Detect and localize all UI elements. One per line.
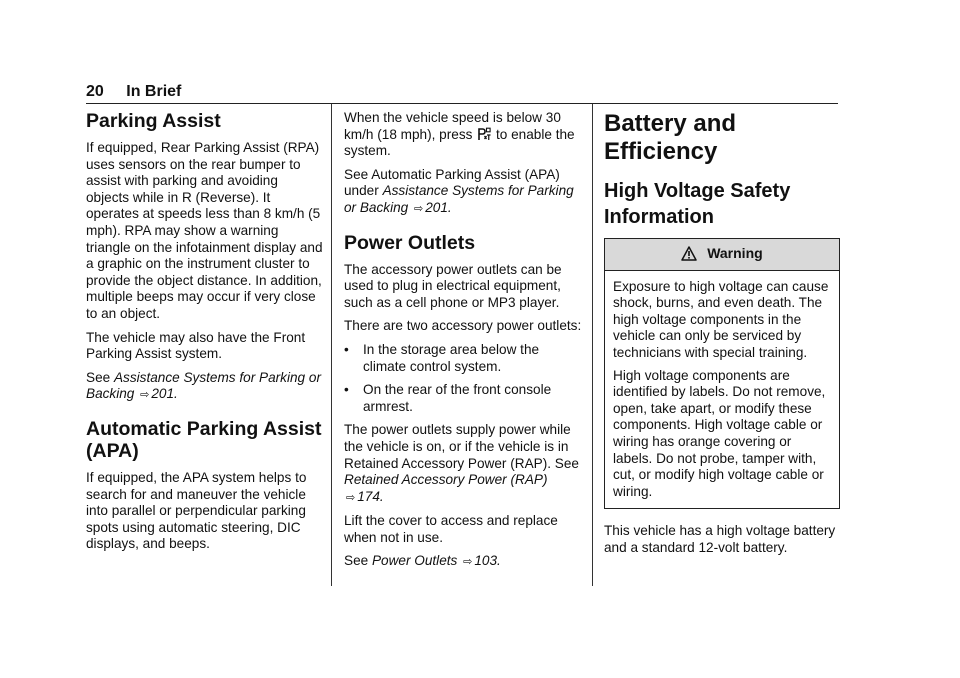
page-header — [86, 83, 181, 101]
power-outlets-paragraph-4: Lift the cover to access and replace when not in use. — [344, 513, 558, 545]
heading-parking-assist: Parking Assist — [86, 110, 221, 132]
list-item-text: In the storage area below the climate control system. — [363, 341, 540, 374]
page-ref-arrow-icon: ⇨ — [346, 491, 356, 504]
see-prefix: See — [344, 553, 369, 569]
column-3 — [604, 104, 840, 564]
page-ref-arrow-icon: ⇨ — [140, 389, 150, 402]
page-reference[interactable]: 201. — [425, 199, 452, 215]
power-outlets-list — [344, 342, 582, 415]
section-title: In Brief — [126, 83, 182, 100]
see-prefix: See — [86, 369, 111, 385]
page-number: 20 — [86, 83, 104, 100]
parking-assist-paragraph-1: If equipped, Rear Parking Assist (RPA) uses sensors on the rear bumper to assist with parking and avoiding objects while in R (Reverse). It operates at speeds less than 8 km/h (5 mph). RPA may show a warning triangle on the infotainment display and a graphic on the instrument cluster to provide the object distance. In addition, multiple beeps may occur if very close to an object. — [86, 140, 323, 321]
column-divider-2 — [592, 104, 593, 586]
warning-box — [604, 238, 840, 509]
page-reference[interactable]: 103. — [474, 553, 501, 569]
apa-paragraph-1: If equipped, the APA system helps to search for and maneuver the vehicle into parallel or perpendicular parking spots using automatic steering, DIC displays, and beeps. — [86, 469, 307, 552]
warning-triangle-icon — [681, 246, 697, 261]
heading-automatic-parking-assist: Automatic Parking Assist (APA) — [86, 417, 322, 462]
page-reference[interactable]: 174. — [357, 488, 384, 504]
column-2 — [344, 104, 582, 578]
warning-paragraph-2: High voltage components are identified by labels. Do not remove, open, take apart, or modify these components. High voltage cable or wiring has orange covering or labels. Do not probe, tamper with, cut, or modify high voltage cable or wiring. — [613, 367, 826, 499]
apa-speed-paragraph — [344, 110, 582, 160]
power-outlets-paragraph-3 — [344, 422, 582, 506]
parking-assist-paragraph-2: The vehicle may also have the Front Parking Assist system. — [86, 329, 306, 362]
battery-paragraph: This vehicle has a high voltage battery and a standard 12-volt battery. — [604, 523, 836, 555]
page-reference[interactable]: 201. — [151, 386, 178, 402]
heading-power-outlets: Power Outlets — [344, 231, 476, 254]
power-outlets-paragraph-1: The accessory power outlets can be used to plug in electrical equipment, such as a cell phone or MP3 player. — [344, 261, 562, 310]
warning-header — [605, 239, 839, 271]
cross-reference-link[interactable]: Assistance Systems for Parking or Backing — [344, 183, 574, 215]
list-item — [344, 382, 582, 415]
power-outlets-paragraph-2: There are two accessory power outlets: — [344, 318, 582, 334]
column-1 — [86, 104, 324, 560]
cross-reference-link[interactable]: Assistance Systems for Parking or Backing — [86, 369, 321, 402]
list-item-text: On the rear of the front console armrest. — [363, 382, 552, 414]
power-outlets-see-reference — [344, 553, 582, 571]
column-divider-1 — [331, 104, 332, 586]
list-item — [344, 342, 582, 375]
apa-see-reference — [344, 167, 582, 218]
heading-high-voltage-safety: High Voltage Safety Information — [604, 180, 791, 228]
parking-assist-see-reference — [86, 370, 324, 404]
apa-speed-text: When the vehicle speed is below 30 km/h (18 mph), press — [344, 110, 561, 142]
cross-reference-link[interactable]: Retained Accessory Power (RAP) — [344, 472, 548, 488]
warning-title: Warning — [707, 245, 763, 261]
see-prefix: See Automatic Parking Assist (APA) under — [344, 166, 560, 199]
cross-reference-link[interactable]: Power Outlets — [371, 553, 458, 569]
power-supply-text: The power outlets supply power while the vehicle is on, or if the vehicle is in Retained Accessory Power (RAP). See — [344, 422, 579, 471]
bullet: • — [344, 382, 349, 398]
apa-enable-text: to enable the system. — [344, 126, 575, 159]
bullet: • — [344, 341, 349, 357]
page-ref-arrow-icon: ⇨ — [414, 202, 424, 215]
warning-paragraph-1: Exposure to high voltage can cause shock, burns, and even death. The high voltage components in the vehicle can only be serviced by technicians with special training. — [613, 278, 829, 360]
parking-assist-icon — [477, 127, 491, 141]
heading-battery-and-efficiency: Battery and Efficiency — [604, 110, 737, 165]
page-ref-arrow-icon: ⇨ — [463, 556, 473, 569]
warning-body — [605, 271, 839, 509]
